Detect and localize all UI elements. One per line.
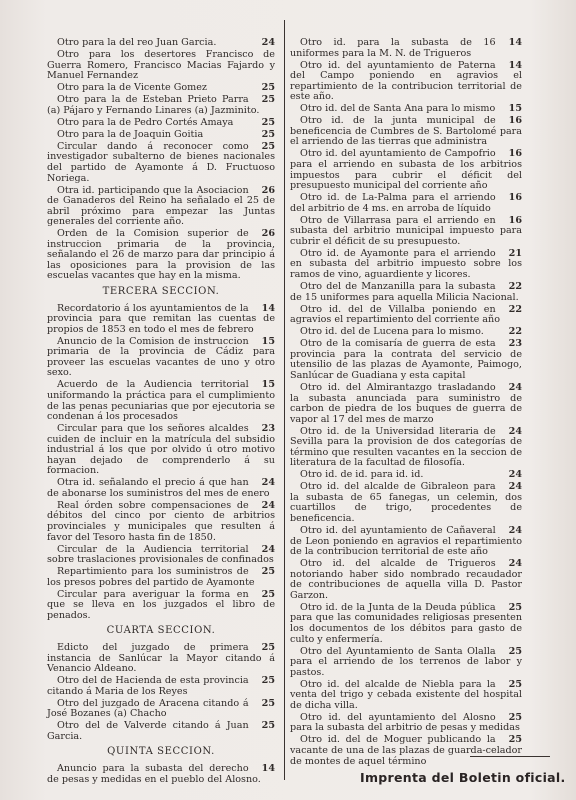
entry-text: Otro para la del reo Juan Garcia. xyxy=(57,37,217,48)
page-number: 24 xyxy=(261,37,275,48)
index-entry xyxy=(47,49,279,82)
index-entry xyxy=(47,95,275,116)
page-number: 24 xyxy=(261,499,275,511)
imprenta-rule xyxy=(470,756,550,757)
index-entry xyxy=(290,734,526,767)
entry-text: Real órden sobre compensaciones de débitos del cinco por ciento de arbitrios provinciales y municipales que resulten á favor del Tesoro hasta fin de 1850. xyxy=(47,499,279,543)
entry-text: Anuncio para la subasta del derecho de pesas y medidas en el pueblo del Alosno. xyxy=(47,762,261,785)
page-number: 16 xyxy=(508,148,522,160)
entry-text: Otro id. del Almirantazgo trasladando la subasta anunciada para suministro de carbon de piedra de los buques de guerra de vapor al 17 del mes de marzo xyxy=(290,381,526,425)
index-entry xyxy=(47,140,279,184)
index-entry xyxy=(47,302,279,336)
entry-text: Otro del juzgado de Aracena citando á José Bozanes (a) Chacho xyxy=(47,697,252,720)
imprenta-footer: Imprenta del Boletin oficial. xyxy=(360,770,566,785)
entry-text: Otro id. del alcalde de Niebla para la venta del trigo y cebada existente del hospital de dicha villa. xyxy=(290,678,526,711)
entry-text: Otro del de Valverde citando á Juan Garcia. xyxy=(47,720,252,742)
left-entries-b xyxy=(47,302,279,622)
page-number: 26 xyxy=(261,228,275,240)
page-number: 15 xyxy=(508,103,522,115)
index-entry xyxy=(290,247,526,281)
page-number: 26 xyxy=(261,184,275,196)
entry-text: Otra id. participando que la Asociacion de Ganaderos del Reino ha señalado el 25 de abril próximo para empezar las Juntas generales del corriente año. xyxy=(47,184,279,228)
entry-text: Otro id. de la junta municipal de beneficencia de Cumbres de S. Bartolomé para el arriendo de las tierras que administra xyxy=(290,115,526,148)
entry-text: Otro id. de Ayamonte para el arriendo en subasta del arbitrio impuesto sobre los ramos de vino, aguardiente y licores. xyxy=(290,247,526,280)
page-number: 25 xyxy=(261,641,275,653)
index-entry xyxy=(290,525,526,558)
index-entry xyxy=(47,641,279,675)
index-entry xyxy=(290,425,526,469)
entry-text: Circular para que los señores alcaldes cuiden de incluir en la matrícula del subsidio industrial á los que por olvido ú otro motivo hayan dejado de comprenderlo á su formacion. xyxy=(47,423,279,477)
page-number: 16 xyxy=(508,214,522,226)
entry-text: Otro para los desertores Francisco de Guerra Romero, Francisco Macias Fajardo y Manuel Fernandez xyxy=(47,49,279,82)
left-entries-a xyxy=(47,37,279,282)
index-entry xyxy=(290,470,522,481)
index-entry xyxy=(290,645,526,679)
index-entry xyxy=(290,115,526,148)
index-entry xyxy=(290,601,526,645)
entry-text: Otro para la de Vicente Gomez xyxy=(57,82,207,94)
page-number: 25 xyxy=(508,645,522,657)
index-entry xyxy=(290,148,526,192)
page-number: 25 xyxy=(508,711,522,723)
entry-text: Otro id. del de Santa Ana para lo mismo xyxy=(300,103,496,115)
index-entry xyxy=(290,59,526,103)
entry-text: Otro id. del ayuntamiento del Alosno para la subasta del arbitrio de pesas y medidas xyxy=(290,711,520,734)
page-number: 25 xyxy=(261,82,275,94)
entry-text: Circular dando á reconocer como investigador subalterno de bienes nacionales del partido de Ayamonte á D. Fructuoso Noriega. xyxy=(47,140,279,184)
page-number: 25 xyxy=(508,734,522,746)
index-entry xyxy=(47,130,275,141)
index-entry xyxy=(47,379,279,423)
page-number: 24 xyxy=(508,481,522,493)
entry-text: Otro para la de Pedro Cortés Amaya xyxy=(57,116,234,128)
page-number: 24 xyxy=(508,469,522,481)
index-entry xyxy=(290,282,522,303)
index-entry xyxy=(290,193,522,214)
page-number: 25 xyxy=(261,697,275,709)
right-column xyxy=(290,37,526,769)
page-number: 25 xyxy=(261,94,275,106)
entry-text: Otro id. para la subasta de 16 uniformes para la M. N. de Trigueros xyxy=(290,37,499,59)
section-heading-cuarta: CUARTA SECCION. xyxy=(106,625,216,637)
page-number: 25 xyxy=(261,116,275,128)
entry-text: Otro id. de La-Palma para el arriendo del arbitrio de 4 ms. en arroba de líquido xyxy=(290,192,499,214)
page-number: 24 xyxy=(261,543,275,555)
index-entry xyxy=(47,764,275,785)
index-entry xyxy=(47,721,275,742)
left-entries-d xyxy=(47,764,275,785)
index-entry xyxy=(290,305,522,326)
index-entry xyxy=(47,478,275,499)
index-entry xyxy=(47,83,275,94)
page-number: 25 xyxy=(508,601,522,613)
entry-text: Otro de la comisaría de guerra de esta provincia para la contrata del servicio de utensilio de las plazas de Ayamonte, Paimogo, Sanlúcar de Guadiana y esta capital xyxy=(290,338,526,381)
entry-text: Otro del de Manzanilla para la subasta de 15 uniformes para aquella Milicia Nacional. xyxy=(290,281,519,303)
left-entries-c xyxy=(47,641,279,742)
entry-text: Otro del Ayuntamiento de Santa Olalla para el arriendo de los terrenos de labor y pastos. xyxy=(290,645,526,678)
page-number: 16 xyxy=(508,192,522,204)
page-number: 14 xyxy=(508,37,522,48)
page-number: 22 xyxy=(508,281,522,293)
page-number: 25 xyxy=(261,566,275,578)
index-entry xyxy=(47,335,279,379)
entry-text: Otro para la de Joaquin Goitia xyxy=(57,128,204,140)
entry-text: Edicto del juzgado de primera instancia de Sanlúcar la Mayor citando á Venancio Aldeano. xyxy=(47,641,279,675)
entry-text: Orden de la Comision superior de instruccion primaria de la provincia, señalando el 26 de marzo para dar principio á las oposiciones para la provision de las escuelas vacantes que hay en la misma. xyxy=(47,228,279,282)
index-entry xyxy=(47,699,275,720)
page-number: 25 xyxy=(261,720,275,732)
entry-text: Otro id. de id. para id. id. xyxy=(300,469,424,481)
left-column xyxy=(47,37,279,787)
index-entry xyxy=(47,499,279,543)
page-number: 23 xyxy=(508,338,522,350)
entry-text: Recordatorio á los ayuntamientos de la provincia para que remitan las cuentas de propios de 1853 en todo el mes de febrero xyxy=(47,302,279,335)
page-number: 16 xyxy=(508,115,522,127)
page-number: 25 xyxy=(261,588,275,600)
index-entry xyxy=(290,338,526,381)
index-entry xyxy=(47,423,279,477)
page-number: 15 xyxy=(261,335,275,347)
page-number: 25 xyxy=(508,678,522,690)
column-divider xyxy=(284,20,285,780)
entry-text: Otro de Villarrasa para el arriendo en subasta del arbitrio municipal impuesto para cubrir el déficit de su presupuesto. xyxy=(290,214,526,247)
index-entry xyxy=(290,327,522,338)
page-number: 14 xyxy=(261,302,275,314)
entry-text: Otro id. del de Moguer publicando la vacante de una de las plazas de guarda-celador de montes de aquel término xyxy=(290,734,526,767)
entry-text: Otro del de Hacienda de esta provincia citando á Maria de los Reyes xyxy=(47,675,252,697)
entry-text: Otro id. del de Lucena para lo mismo. xyxy=(300,326,484,338)
index-entry xyxy=(47,567,275,588)
entry-text: Otro id. del alcalde de Trigueros notoriando haber sido nombrado recaudador de contribuciones de aquella villa D. Pastor Garzon. xyxy=(290,558,526,601)
entry-text: Otro id. del de Villalba poniendo en agravios el repartimiento del corriente año xyxy=(290,303,500,326)
page-number: 25 xyxy=(261,140,275,152)
entry-text: Otro id. de la Universidad literaria de Sevilla para la provision de dos categorías de término que resulten vacantes en la seccion de literatura de la facultad de filosofía. xyxy=(290,425,526,469)
index-entry xyxy=(47,228,279,282)
entry-text: Otro para la de Esteban Prieto Parra (a) Pájaro y Fernando Linares (a) Jazminito. xyxy=(47,94,260,116)
page-number: 14 xyxy=(508,59,522,71)
page-number: 22 xyxy=(508,326,522,338)
page-number: 25 xyxy=(261,675,275,687)
entry-text: Circular para averiguar la forma en que se lleva en los juzgados el libro de penados. xyxy=(47,588,279,621)
page-number: 24 xyxy=(508,425,522,437)
right-entries xyxy=(290,37,526,767)
index-entry xyxy=(290,481,526,525)
page-number: 15 xyxy=(261,379,275,391)
index-entry xyxy=(290,678,526,712)
entry-text: Otro id. del alcalde de Gibraleon para la subasta de 65 fanegas, un celemin, dos cuartillos de trigo, procedentes de beneficencia. xyxy=(290,481,526,525)
section-heading-quinta: QUINTA SECCION. xyxy=(107,746,215,758)
page-number: 24 xyxy=(261,477,275,489)
page-number: 25 xyxy=(261,128,275,140)
entry-text: Otro id. del ayuntamiento de Cañaveral de Leon poniendo en agravios el repartimiento de la contribucion territorial de este año xyxy=(290,525,526,558)
entry-text: Otra id. señalando el precio á que han de abonarse los suministros del mes de enero xyxy=(47,477,270,499)
entry-text: Anuncio de la Comision de instruccion primaria de la provincia de Cádiz para proveer las escuelas vacantes de uno y otro sexo. xyxy=(47,335,279,379)
index-entry xyxy=(47,184,279,228)
index-entry xyxy=(290,104,522,115)
entry-text: Repartimiento para los suministros de los presos pobres del partido de Ayamonte xyxy=(47,566,255,588)
page-number: 24 xyxy=(508,525,522,537)
index-entry xyxy=(47,38,275,49)
index-entry xyxy=(47,676,275,697)
index-entry xyxy=(290,713,522,734)
page-number: 22 xyxy=(508,303,522,315)
entry-text: Otro id. del ayuntamiento de Paterna del Campo poniendo en agravios el repartimiento de la contribucion territorial de este año. xyxy=(290,59,526,103)
page-number: 24 xyxy=(508,381,522,393)
index-entry xyxy=(290,381,526,425)
index-entry xyxy=(47,545,275,566)
index-entry xyxy=(47,118,275,129)
page-number: 24 xyxy=(508,558,522,570)
entry-text: Circular de la Audiencia territorial sobre traslaciones provisionales de confinados xyxy=(47,543,274,566)
index-entry xyxy=(290,558,526,601)
entry-text: Otro id. del ayuntamiento de Campofrio para el arriendo en subasta de los arbitrios impuestos para cubrir el déficit del presupuesto municipal del corriente año xyxy=(290,148,526,192)
entry-text: Acuerdo de la Audiencia territorial uniformando la práctica para el cumplimiento de las penas pecuniarias que por ejecutoria se condenan á los procesados xyxy=(47,379,279,423)
page-number: 14 xyxy=(261,762,275,774)
page-number: 21 xyxy=(508,247,522,259)
entry-text: Otro id. de la Junta de la Deuda pública para que las comunidades religiosas presenten los documentos de los débitos para gasto de culto y enfermería. xyxy=(290,601,526,645)
index-entry xyxy=(290,38,522,59)
page-number: 23 xyxy=(261,423,275,435)
section-heading-tercera: TERCERA SECCION. xyxy=(102,286,220,298)
index-entry xyxy=(47,588,279,622)
index-entry xyxy=(290,214,526,248)
